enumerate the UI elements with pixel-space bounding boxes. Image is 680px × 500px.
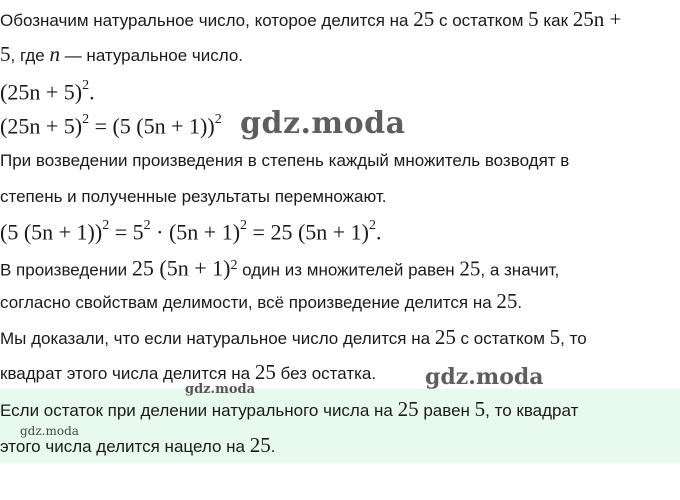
intro-line-2 — [0, 43, 243, 67]
rule-line-1: При возведении произведения в степень каждый множитель возводят в — [0, 151, 570, 170]
formula-2 — [0, 111, 222, 137]
product-num: 25 — [459, 256, 481, 281]
conclusion-text-a: Если остаток при делении натурального числа на — [0, 401, 398, 420]
proof-line2-text: квадрат этого числа делится на — [0, 364, 255, 383]
formula-3-part-2: = 5 — [109, 219, 144, 245]
watermark-tiny: gdz.moda — [20, 424, 79, 438]
watermark-small: gdz.moda — [185, 382, 256, 397]
proof-text-a: Мы доказали, что если натуральное число делится на — [0, 329, 435, 348]
intro-text-b: с остатком — [434, 11, 529, 30]
conclusion-line2-end: . — [270, 437, 276, 456]
formula-2-lhs: (25n + 5) — [0, 113, 83, 139]
product-line2-text: согласно свойствам делимости, всё произведение делится на — [0, 293, 497, 312]
formula-1-end: . — [89, 79, 95, 105]
proof-text-c: , то — [560, 329, 587, 348]
proof-line2-end: без остатка. — [275, 364, 377, 383]
conclusion-text-c: , то квадрат — [485, 401, 579, 420]
watermark-large: gdz.moda — [240, 106, 406, 141]
product-line-1 — [0, 255, 559, 282]
conclusion-num-a: 25 — [397, 397, 419, 421]
intro-line2-text-b: — натуральное число. — [59, 46, 244, 65]
product-text-b: один из множителей равен — [237, 260, 460, 280]
intro-num-b: 5 — [528, 7, 539, 31]
formula-1 — [0, 77, 95, 103]
formula-3-exp-2: 2 — [143, 218, 151, 233]
formula-3-part-3: · (5n + 1) — [150, 219, 241, 245]
formula-1-exponent: 2 — [82, 78, 90, 93]
product-exp: 2 — [230, 258, 238, 273]
proof-num-b: 5 — [549, 325, 561, 349]
conclusion-num-b: 5 — [474, 397, 486, 421]
conclusion-line2-num: 25 — [249, 433, 271, 457]
intro-expr: 25n + — [572, 7, 622, 31]
rule-line-2: степень и полученные результаты перемножают. — [0, 187, 387, 206]
formula-2-exponent-2: 2 — [214, 112, 222, 127]
formula-3-exp-4: 2 — [369, 218, 376, 233]
intro-num-a: 25 — [413, 7, 435, 31]
intro-text-a: Обозначим натуральное число, которое делится на — [0, 11, 414, 30]
proof-text-b: с остатком — [455, 329, 550, 348]
formula-3-part-1: (5 (5n + 1)) — [0, 219, 103, 245]
intro-text-c: как — [538, 11, 573, 30]
product-text-c: , а значит, — [480, 260, 560, 280]
formula-1-base: (25n + 5) — [0, 79, 83, 105]
formula-3 — [0, 217, 382, 243]
proof-line2-num: 25 — [254, 360, 276, 384]
product-line-2 — [0, 290, 522, 314]
intro-line2-text-a: , где — [10, 46, 50, 65]
product-line2-end: . — [517, 293, 523, 312]
intro-line-1 — [0, 8, 621, 32]
formula-3-end: . — [376, 219, 382, 245]
formula-3-part-4: = 25 (5n + 1) — [247, 219, 369, 245]
product-line2-num: 25 — [496, 289, 518, 313]
formula-3-exp-3: 2 — [240, 218, 248, 233]
conclusion-line2-text: этого числа делится нацело на — [0, 437, 250, 456]
intro-line2-var: n — [49, 42, 60, 66]
formula-3-exp-1: 2 — [102, 218, 110, 233]
formula-2-exponent: 2 — [82, 112, 90, 127]
product-math: 25 (5n + 1) — [131, 255, 231, 281]
conclusion-text-b: равен — [418, 401, 475, 420]
product-text-a: В произведении — [0, 260, 132, 280]
formula-2-rhs: = (5 (5n + 1)) — [89, 113, 215, 139]
watermark-medium: gdz.moda — [425, 364, 544, 390]
proof-line-1 — [0, 326, 587, 350]
proof-num-a: 25 — [434, 325, 456, 349]
intro-line2-num: 5 — [0, 42, 11, 66]
conclusion-line-1 — [0, 398, 578, 422]
